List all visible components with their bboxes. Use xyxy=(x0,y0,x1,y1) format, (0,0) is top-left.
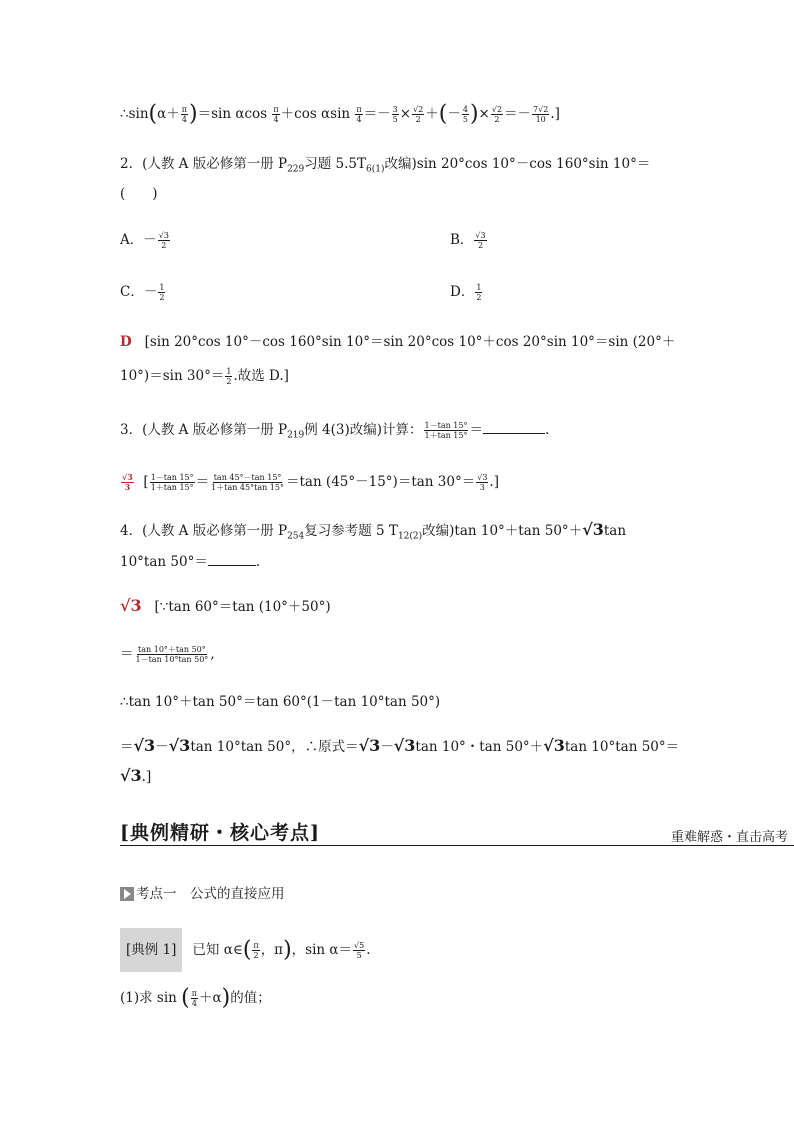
question-4-solution-2: ＝ $\frac{\tan 10^\circ+\tan 50^\circ}{1-\tan 10^\circ\tan 50^\circ}$ , xyxy=(120,645,215,664)
question-2-stem: 2．(人教 A 版必修第一册 $P_{229}$习题 $5.5T_{6(1)}$改编)sin 20°cos 10°－cos 160°sin 10°＝ xyxy=(120,156,651,175)
question-3-stem: 3．(人教 A 版必修第一册 $P_{219}$例 4(3)改编)计算： $\frac{1-\tan 15^\circ}{1+\tan 15^\circ}$ ＝ . xyxy=(120,421,550,441)
solution-line-1: ∴sin(α＋ $\frac{\pi}{4}$ )＝sin αcos $\frac{\pi}{4}$ ＋cos αsin $\frac{\pi}{4}$ ＝－ $\frac{3}{5}$ × $\frac{√2}{2}$ ＋(－ $\frac{4}{5}$ )× $\frac{√2}{2}$ ＝－ $\frac{7√2}{10}$ .] xyxy=(120,101,560,127)
answer-label: D xyxy=(120,334,132,350)
section-title: [典例精研・核心考点] xyxy=(120,822,320,844)
question-2-solution: D [sin 20°cos 10°－cos 160°sin 10°＝sin 20°cos 10°＋cos 20°sin 10°＝sin (20°＋ xyxy=(120,334,676,350)
question-4-solution-5: √3.] xyxy=(120,766,152,785)
option-a[interactable]: A．－ $\frac{√3}{2}$ xyxy=(120,231,169,250)
play-triangle-icon xyxy=(120,887,134,901)
question-4-solution-4: ＝√3－√3tan 10°tan 50°，∴原式＝√3－√3tan 10°・tan 50°＋√3tan 10°tan 50°＝ xyxy=(120,736,680,755)
fraction-pi-4: $\frac{\pi}{4}$ xyxy=(181,105,188,124)
example-1-part-1: (1)求 sin ( $\frac{\pi}{4}$ ＋α)的值； xyxy=(120,985,271,1011)
answer-blank[interactable] xyxy=(208,553,256,566)
answer-label: √3 xyxy=(120,596,142,615)
section-subtitle: 重难解惑・直击高考 xyxy=(670,830,788,845)
question-4-stem-cont: 10°tan 50°＝ . xyxy=(120,554,261,570)
option-c[interactable]: C．－ $\frac{1}{2}$ xyxy=(120,283,165,302)
example-1: [典例 1] 已知 α∈( $\frac{\pi}{2}$ ，π)，sin α＝ $\frac{√5}{5}$ . xyxy=(120,928,371,972)
question-4-solution-1: √3 [∵tan 60°＝tan (10°＋50°) xyxy=(120,596,331,615)
question-4-solution-3: ∴tan 10°＋tan 50°＝tan 60°(1－tan 10°tan 50°) xyxy=(120,694,441,710)
option-b[interactable]: B． $\frac{√3}{2}$ xyxy=(450,231,486,250)
question-3-solution: $\frac{√3}{3}$ [ $\frac{1-\tan 15^\circ}{1+\tan 15^\circ}$ ＝ $\frac{\tan 45^\circ-\tan 15^\circ}{1+\tan 45^\circ\tan 15^\circ}$ ＝tan (45°－15°)＝tan 30°＝ $\frac{√3}{3}$ .] xyxy=(122,472,499,492)
question-2-answer-paren: ( ) xyxy=(120,186,158,202)
option-d[interactable]: D． $\frac{1}{2}$ xyxy=(450,283,482,302)
section-divider xyxy=(120,845,794,846)
example-tag: [典例 1] xyxy=(120,928,182,972)
answer-blank[interactable] xyxy=(483,421,545,434)
question-2-solution-cont: 10°)＝sin 30°＝ $\frac{1}{2}$ .故选 D.] xyxy=(120,367,289,386)
answer-label: $\frac{√3}{3}$ xyxy=(122,472,133,492)
topic-heading: 考点一 公式的直接应用 xyxy=(120,884,285,904)
question-4-stem: 4．(人教 A 版必修第一册 $P_{254}$复习参考题 5 $T_{12(2)}$改编)tan 10°＋tan 50°＋√3tan xyxy=(120,520,627,542)
